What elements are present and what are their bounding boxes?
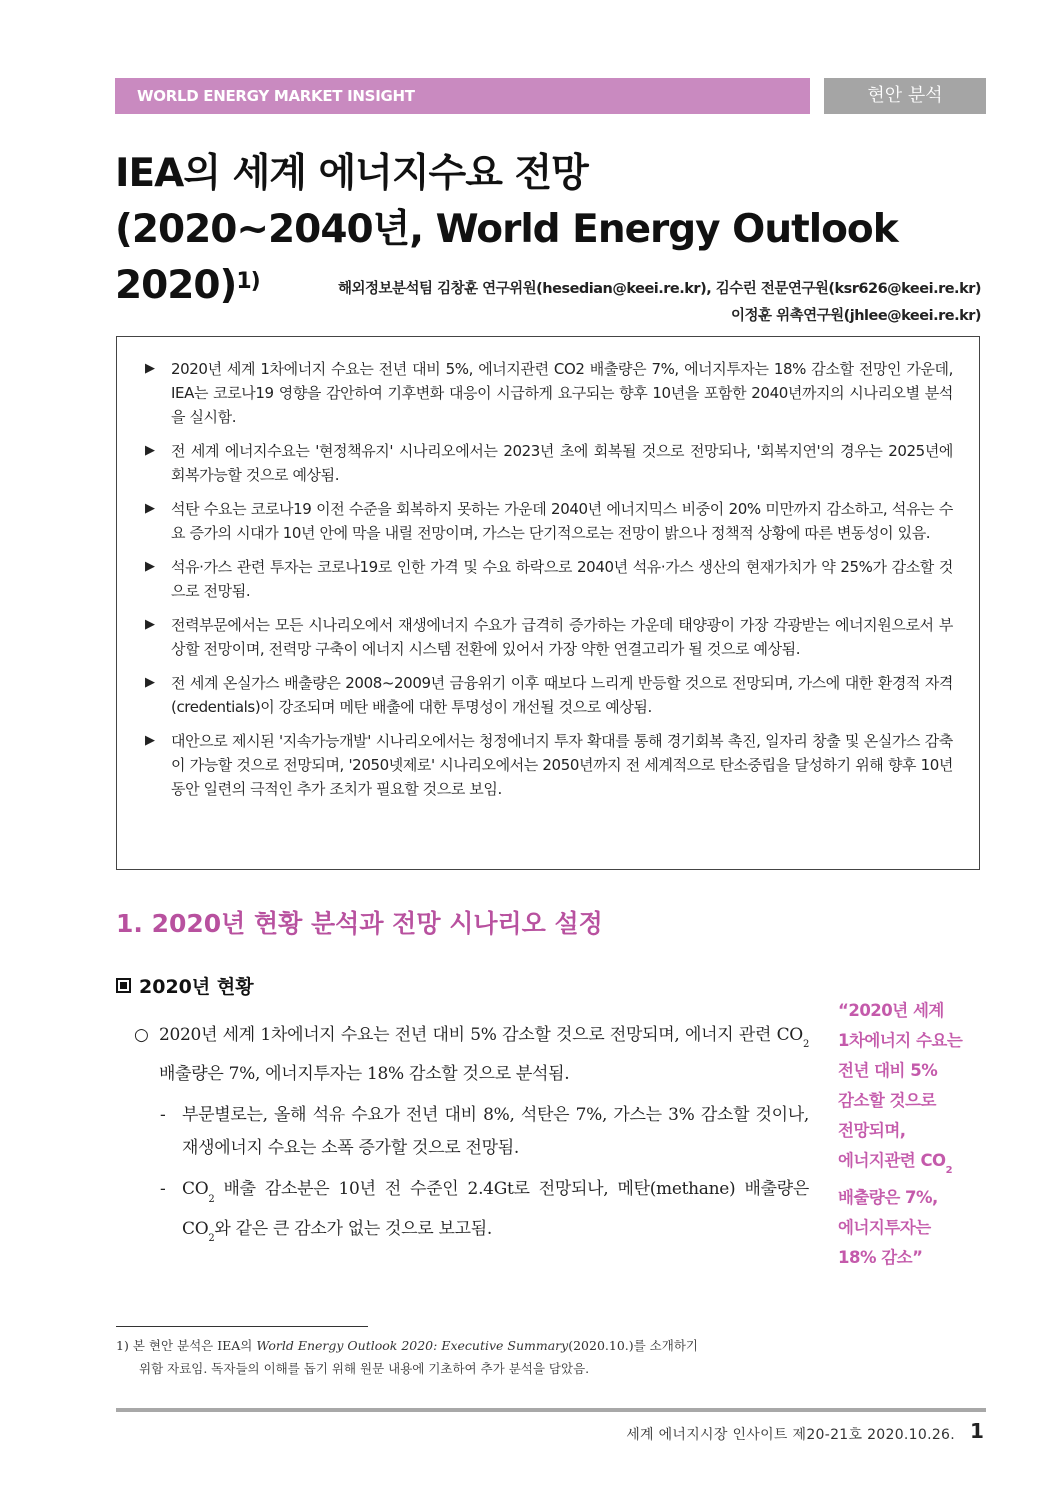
body-sub-item: - $CO_2$ 배출 감소분은 10년 전 수준인 2.4Gt로 전망되나, 메탄(methane) 배출량은 $CO_2$와 같은 큰 감소가 없는 것으로 보고됨. — [134, 1173, 809, 1252]
summary-item-text: 전력부문에서는 모든 시나리오에서 재생에너지 수요가 급격히 증가하는 가운데 태양광이 가장 각광받는 에너지원으로서 부상할 전망이며, 전력망 구축이 에너지 시스템 전환에 있어서 가장 약한 연결고리가 될 것으로 예상됨. — [171, 616, 953, 658]
summary-item — [145, 613, 953, 661]
triangle-bullet-icon: ▶ — [145, 675, 155, 690]
summary-item-text: 석탄 수요는 코로나19 이전 수준을 회복하지 못하는 가운데 2040년 에너지믹스 비중이 20% 미만까지 감소하고, 석유는 수요 증가의 시대가 10년 안에 막을 내릴 전망이며, 가스는 단기적으로는 전망이 밝으나 정책적 상황에 따른 변동성이 있음. — [171, 500, 953, 542]
filled-square-icon — [116, 978, 131, 993]
triangle-bullet-icon: ▶ — [145, 361, 155, 376]
dash-bullet-icon: - — [160, 1105, 166, 1126]
title-footnote-ref: 1) — [236, 269, 260, 294]
subsection-heading — [116, 972, 254, 999]
summary-list — [145, 357, 953, 801]
page-number: 1 — [970, 1419, 984, 1443]
category-tag: 현안 분석 — [824, 78, 986, 114]
summary-box — [116, 336, 980, 870]
footer-divider — [116, 1408, 986, 1412]
summary-item-text: 석유·가스 관련 투자는 코로나19로 인한 가격 및 수요 하락으로 2040년 석유·가스 생산의 현재가치가 약 25%가 감소할 것으로 전망됨. — [171, 558, 953, 600]
summary-item — [145, 357, 953, 429]
subsection-heading-text: 2020년 현황 — [139, 976, 254, 998]
title-line-1: IEA의 세계 에너지수요 전망 — [115, 151, 588, 196]
summary-item — [145, 497, 953, 545]
title-line-2: (2020~2040년, World Energy Outlook 2020) — [115, 207, 898, 308]
body-sub-item: - 부문별로는, 올해 석유 수요가 전년 대비 8%, 석탄은 7%, 가스는 3% 감소할 것이나, 재생에너지 수요는 소폭 증가할 것으로 전망됨. — [134, 1099, 809, 1165]
summary-item-text: 대안으로 제시된 '지속가능개발' 시나리오에서는 청정에너지 투자 확대를 통해 경기회복 촉진, 일자리 창출 및 온실가스 감축이 가능할 것으로 전망되며, '2050넷제로' 시나리오에서는 2050년까지 전 세계적으로 탄소중립을 달성하기 위해 향후 10년 동안 일련의 극적인 추가 조치가 필요할 것으로 보임. — [171, 732, 953, 798]
triangle-bullet-icon: ▶ — [145, 559, 155, 574]
dash-bullet-icon: - — [160, 1179, 166, 1200]
authors — [338, 276, 981, 330]
summary-item — [145, 729, 953, 801]
body-paragraph: ○ 2020년 세계 1차에너지 수요는 전년 대비 5% 감소할 것으로 전망되며, 에너지 관련 $CO_2$ 배출량은 7%, 에너지투자는 18% 감소할 것으로 분석됨. — [134, 1019, 809, 1091]
summary-item — [145, 439, 953, 487]
triangle-bullet-icon: ▶ — [145, 501, 155, 516]
footer-publication: 세계 에너지시장 인사이트 제20-21호 2020.10.26. — [626, 1427, 955, 1443]
summary-item-text: 2020년 세계 1차에너지 수요는 전년 대비 5%, 에너지관련 CO2 배출량은 7%, 에너지투자는 18% 감소할 전망인 가운데, IEA는 코로나19 영향을 감안하여 기후변화 대응이 시급하게 요구되는 향후 10년을 포함한 2040년까지의 시나리오별 분석을 실시함. — [171, 360, 953, 426]
footnote-divider — [116, 1326, 368, 1327]
section-heading: 1. 2020년 현황 분석과 전망 시나리오 설정 — [116, 909, 603, 938]
triangle-bullet-icon: ▶ — [145, 733, 155, 748]
summary-item-text: 전 세계 온실가스 배출량은 2008~2009년 금융위기 이후 때보다 느리게 반등할 것으로 전망되며, 가스에 대한 환경적 자격(credentials)이 강조되며 메탄 배출에 대한 투명성이 개선될 것으로 예상됨. — [171, 674, 953, 716]
authors-line-2: 이정훈 위촉연구원(jhlee@keei.re.kr) — [731, 308, 981, 324]
summary-item — [145, 555, 953, 603]
footnote-number: 1) — [116, 1338, 129, 1353]
summary-item-text: 전 세계 에너지수요는 '현정책유지' 시나리오에서는 2023년 초에 회복될 것으로 전망되나, '회복지연'의 경우는 2025년에 회복가능할 것으로 예상됨. — [171, 442, 953, 484]
circle-bullet-icon: ○ — [134, 1025, 149, 1045]
summary-item — [145, 671, 953, 719]
series-title-bar: WORLD ENERGY MARKET INSIGHT — [115, 78, 810, 114]
triangle-bullet-icon: ▶ — [145, 443, 155, 458]
footnote: 1) 본 현안 분석은 IEA의 World Energy Outlook 2020: Executive Summary(2020.10.)를 소개하기 위함 자료임. 독자들의 이해를 돕기 위해 원문 내용에 기초하여 추가 분석을 담았음. — [116, 1338, 698, 1376]
authors-line-1: 해외정보분석팀 김창훈 연구위원(hesedian@keei.re.kr), 김수린 전문연구원(ksr626@keei.re.kr) — [337, 281, 981, 297]
cited-work-title: World Energy Outlook 2020: Executive Summary — [256, 1338, 569, 1353]
triangle-bullet-icon: ▶ — [145, 617, 155, 632]
pull-quote: “2020년 세계 1차에너지 수요는 전년 대비 5% 감소할 것으로 전망되며, 에너지관련 $CO_2$ 배출량은 7%, 에너지투자는 18% 감소” — [838, 1001, 963, 1268]
body-text — [134, 1019, 809, 1252]
